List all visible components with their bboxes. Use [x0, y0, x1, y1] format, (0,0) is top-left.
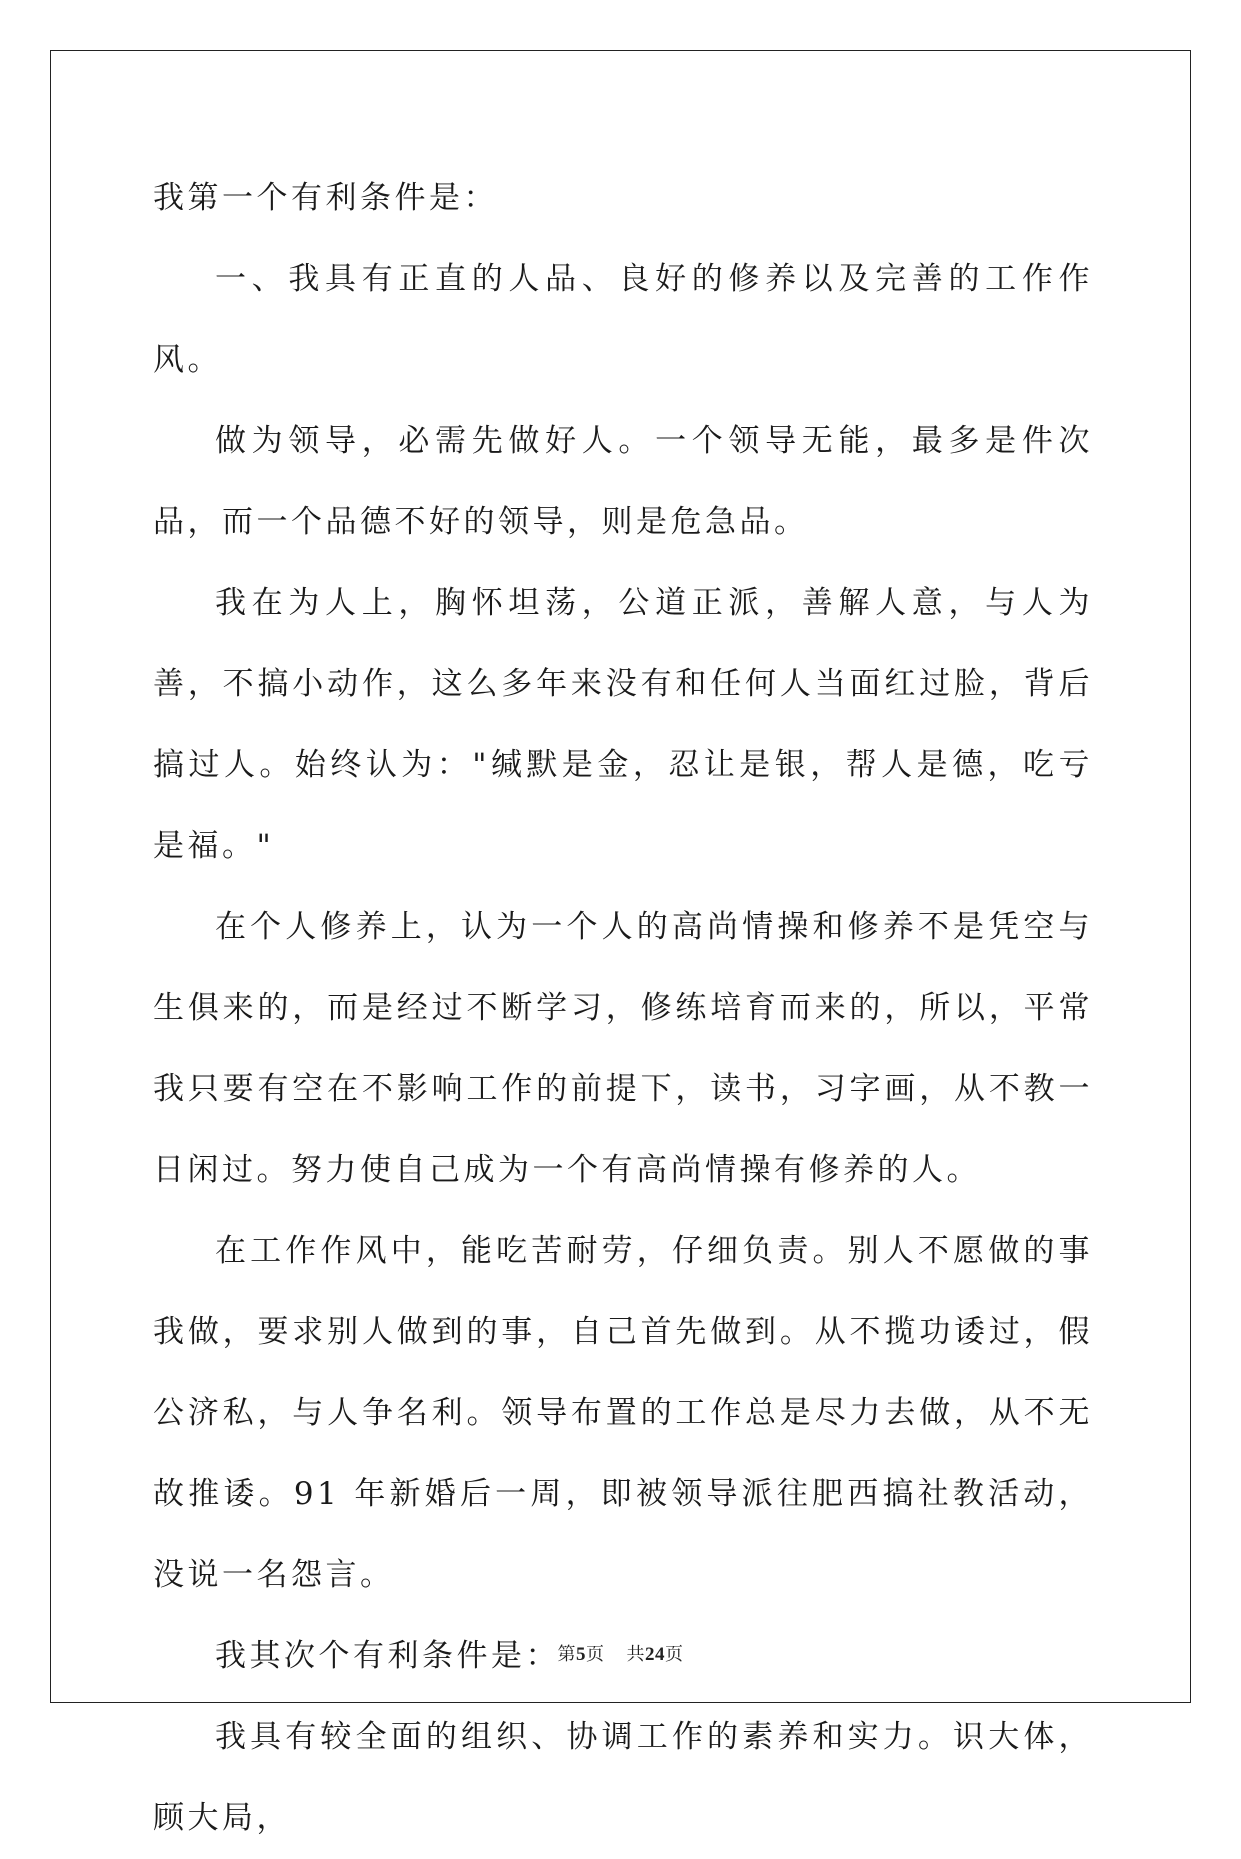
paragraph-4: 我在为人上，胸怀坦荡，公道正派，善解人意，与人为善，不搞小动作，这么多年来没有和任何人当面红过脸，背后搞过人。始终认为："缄默是金，忍让是银，帮人是德，吃亏是福。"	[153, 585, 1093, 864]
document-body	[153, 158, 1093, 1859]
current-page-number: 5	[576, 1644, 586, 1665]
paragraph-3: 做为领导，必需先做好人。一个领导无能，最多是件次品，而一个品德不好的领导，则是危急品。	[153, 423, 1093, 540]
paragraph-2: 一、我具有正直的人品、良好的修养以及完善的工作作风。	[153, 261, 1093, 378]
footer-total-suffix: 页	[665, 1644, 684, 1665]
footer-page-suffix: 页	[586, 1644, 605, 1665]
total-page-count: 24	[645, 1644, 665, 1665]
paragraph-7: 我其次个有利条件是：	[215, 1638, 560, 1674]
paragraph-8: 我具有较全面的组织、协调工作的素养和实力。识大体，顾大局，	[153, 1719, 1093, 1836]
paragraph-6: 在工作作风中，能吃苦耐劳，仔细负责。别人不愿做的事我做，要求别人做到的事，自己首先做到。从不揽功诿过，假公济私，与人争名利。领导布置的工作总是尽力去做，从不无故推诿。91 年新婚后一周，即被领导派往肥西搞社教活动，没说一名怨言。	[153, 1233, 1093, 1593]
paragraph-1: 我第一个有利条件是：	[153, 180, 498, 216]
footer-prefix: 第	[557, 1644, 576, 1665]
page-footer	[0, 1640, 1241, 1666]
paragraph-5: 在个人修养上，认为一个人的高尚情操和修养不是凭空与生俱来的，而是经过不断学习，修练培育而来的，所以，平常我只要有空在不影响工作的前提下，读书，习字画，从不教一日闲过。努力使自己成为一个有高尚情操有修养的人。	[153, 909, 1093, 1188]
footer-total-prefix: 共	[626, 1644, 645, 1665]
